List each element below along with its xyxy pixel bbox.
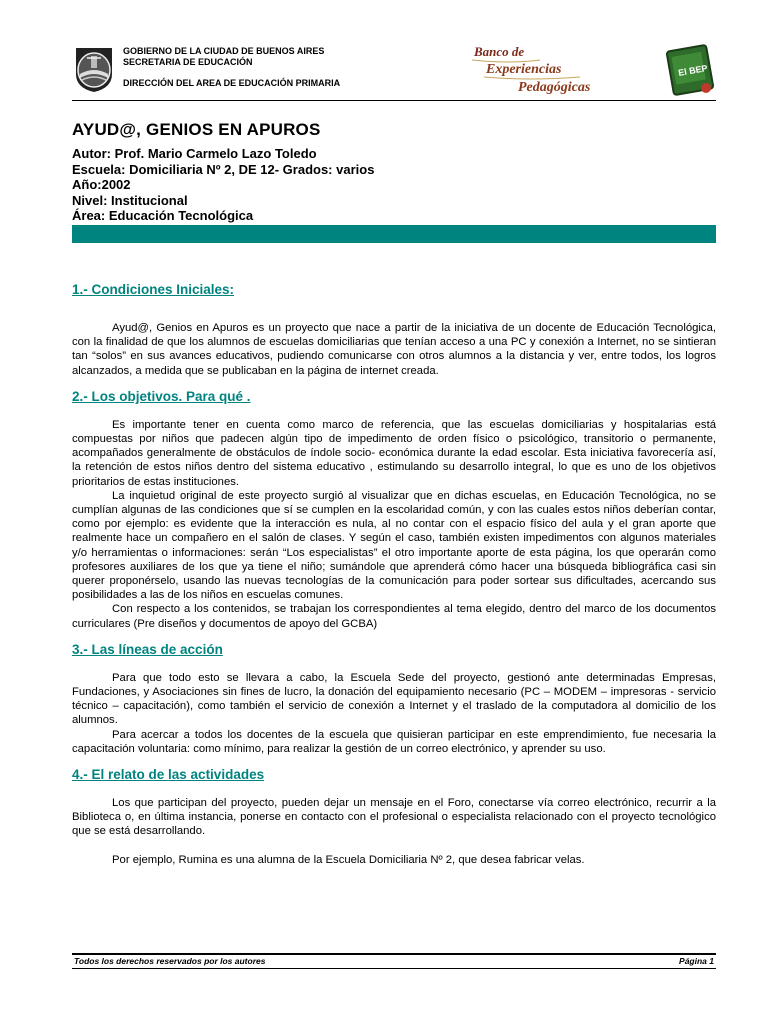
document-title: AYUD@, GENIOS EN APUROS bbox=[72, 120, 321, 139]
meta-school: Escuela: Domiciliaria Nº 2, DE 12- Grados: varios bbox=[72, 161, 375, 177]
section-heading: 3.- Las líneas de acción bbox=[72, 641, 223, 657]
header-org-block bbox=[123, 46, 340, 89]
bep-logo bbox=[470, 42, 720, 98]
logo-line-1: Banco de bbox=[474, 44, 525, 59]
logo-line-3: Pedagógicas bbox=[518, 80, 591, 95]
document-metadata bbox=[72, 146, 374, 224]
section-heading: 2.- Los objetivos. Para qué . bbox=[72, 388, 251, 404]
section-paragraph: Para acercar a todos los docentes de la escuela que quisieran participar en este emprendimiento, fue necesaria la capacitación voluntaria: como mínimo, para realizar la gestión de un correo electrónico, y aprender su uso. bbox=[72, 728, 716, 755]
bep-badge-icon bbox=[666, 42, 716, 96]
section-heading: 1.- Condiciones Iniciales: bbox=[72, 282, 235, 297]
meta-area: Área: Educación Tecnológica bbox=[72, 208, 254, 223]
title-accent-bar bbox=[72, 225, 716, 243]
section-paragraph: Por ejemplo, Rumina es una alumna de la Escuela Domiciliaria Nº 2, que desea fabricar velas. bbox=[112, 853, 585, 866]
section-paragraph: Para que todo esto se llevara a cabo, la Escuela Sede del proyecto, gestionó ante determinadas Empresas, Fundaciones, y Asociaciones sin fines de lucro, la donación del equipamiento necesario (PC – MODEM – impresoras - servicio técnico – capacitación), como también el servicio de conexión a Internet y el traslado de la computadora al domicilio de los alumnos. bbox=[72, 671, 716, 727]
logo-line-2: Experiencias bbox=[486, 62, 562, 77]
meta-level: Nivel: Institucional bbox=[72, 192, 188, 208]
document-body bbox=[72, 282, 716, 867]
city-seal-icon bbox=[72, 44, 116, 94]
section-paragraph: Los que participan del proyecto, pueden dejar un mensaje en el Foro, conectarse vía correo electrónico, recurrir a la Biblioteca o, en última instancia, ponerse en contacto con el profesional o especialista relacionado con el proyecto tecnológico que se está desarrollando. bbox=[72, 797, 716, 838]
section-paragraph: La inquietud original de este proyecto surgió al visualizar que en dichas escuelas, en Educación Tecnológica, no se cumplían algunas de las condiciones que sí se cumplen en la escolaridad común, y con las cuales estos niños deberían contar, como por ejemplo: es evidente que la interacción es nula, al no contar con el espacio físico del aula y el gran aporte que realmente hace un compañero en el salón de clases. Y según el caso, también existen impedimentos con algunos materiales y/o herramientas o informaciones: serán “Los especialistas” el otro importante aporte de esta página, los que operarán como profesores auxiliares de los que ya tiene el niño; sumándole que aprenderá cómo hacer una búsqueda bibliográfica casi sin querer proponérselo, usando las nuevas tecnologías de la comunicación para poder sortear sus dificultades, acercando sus posibilidades a las de los niños en escuelas comunes. bbox=[72, 489, 716, 602]
footer-page-number: Página 1 bbox=[679, 956, 714, 966]
section-paragraph: Ayud@, Genios en Apuros es un proyecto que nace a partir de la iniciativa de un docente de Educación Tecnológica, con la finalidad de que los alumnos de escuelas domiciliarias que tenían acceso a una PC y conexión a Internet, no se sintieran tan “solos” en sus avances educativos, pudiendo comunicarse con otros alumnos a la distancia y ver, entre todos, los logros alcanzados, a medida que se publicaban en la página de internet creada. bbox=[72, 322, 716, 377]
section-paragraph: Es importante tener en cuenta como marco de referencia, que las escuelas domiciliarias y hospitalarias está compuestas por niños que padecen algún tipo de impedimento de orden físico o psicológico, transitorio o permanente, acompañados generalmente de obstáculos de índole socio- económica durante la edad escolar. Esta iniciativa favorecería así, la retención de estos niños dentro del sistema educativo , estimulando su desarrollo integral, lo que es uno de los objetivos prioritarios de estas instituciones. bbox=[72, 418, 716, 488]
section-paragraph: Con respecto a los contenidos, se trabajan los correspondientes al tema elegido, dentro del marco de los documentos curriculares (Pre diseños y documentos de apoyo del GCBA) bbox=[72, 603, 716, 630]
org-line-direction: DIRECCIÓN DEL AREA DE EDUCACIÓN PRIMARIA bbox=[123, 78, 341, 88]
footer-rights: Todos los derechos reservados por los autores bbox=[74, 956, 266, 966]
badge-label: El BEP bbox=[677, 63, 709, 78]
section-heading: 4.- El relato de las actividades bbox=[72, 767, 265, 783]
meta-author: Autor: Prof. Mario Carmelo Lazo Toledo bbox=[72, 146, 317, 161]
meta-year: Año:2002 bbox=[72, 177, 131, 192]
page-footer bbox=[72, 953, 716, 969]
org-line-government: GOBIERNO DE LA CIUDAD DE BUENOS AIRES bbox=[123, 46, 325, 56]
header-divider bbox=[72, 100, 716, 101]
bep-wordmark bbox=[470, 42, 630, 98]
org-line-secretariat: SECRETARIA DE EDUCACIÓN bbox=[123, 57, 253, 67]
